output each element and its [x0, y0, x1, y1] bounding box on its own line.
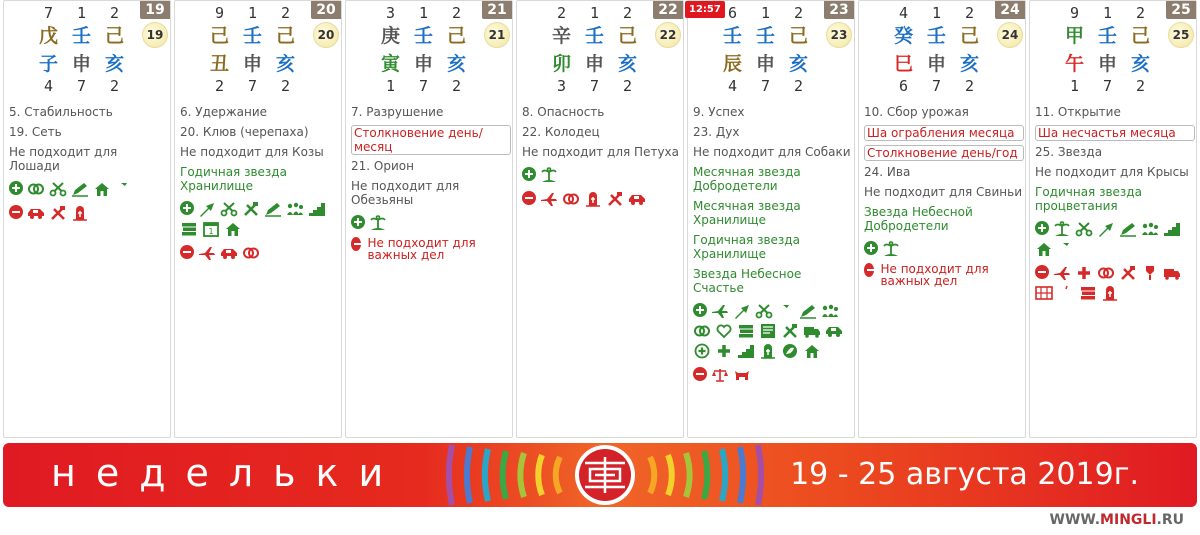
earthly-branch-row	[716, 49, 815, 76]
heavenly-stem: 己	[104, 25, 124, 47]
info-line: 21. Орион	[351, 159, 414, 173]
heavenly-stem: 己	[1130, 25, 1150, 47]
star-number: 7	[418, 77, 429, 95]
car-icon	[628, 191, 646, 207]
heavenly-stem: 戊	[38, 25, 58, 47]
plane-icon	[198, 245, 216, 261]
heavenly-stem-row	[32, 21, 131, 48]
heavenly-stem: 辛	[551, 25, 571, 47]
favorable-activities	[522, 167, 680, 183]
day-number-badge: 23	[824, 1, 854, 19]
four-pillars	[374, 1, 494, 95]
people-icon	[1141, 221, 1159, 237]
hand-up-icon	[733, 303, 751, 319]
heavenly-stem-row	[716, 21, 815, 48]
info-line: 9. Успех	[693, 105, 745, 119]
heavenly-stem: 壬	[584, 25, 604, 47]
pen-icon	[1119, 221, 1137, 237]
rings-icon	[242, 245, 260, 261]
cow-icon	[733, 367, 751, 383]
info-line: Не подходит для Петуха	[522, 145, 680, 159]
plus-icon	[9, 181, 23, 195]
rings-icon	[562, 191, 580, 207]
star-number: 2	[451, 4, 462, 22]
star-number: 3	[385, 4, 396, 22]
info-line: Не подходит для Лошади	[9, 145, 118, 173]
day-column-21[interactable]	[345, 0, 513, 438]
star-number-row	[374, 77, 473, 95]
earthly-branch: 申	[413, 53, 433, 75]
star-number: 3	[556, 77, 567, 95]
star-number-row	[374, 4, 473, 22]
info-line: 11. Открытие	[1035, 105, 1121, 119]
lunar-day-moon-icon: 25	[1168, 22, 1194, 48]
star-number: 6	[727, 4, 738, 22]
unfavorable-activities	[522, 191, 680, 207]
day-number-badge: 25	[1166, 1, 1196, 19]
star-number: 2	[280, 4, 291, 22]
moneybag-icon	[115, 181, 133, 197]
good-star-label: Месячная звезда Добродетели	[693, 165, 801, 193]
heavenly-stem-row	[887, 21, 986, 48]
truck-icon	[803, 323, 821, 339]
star-number: 2	[622, 77, 633, 95]
info-line: 5. Стабильность	[9, 105, 113, 119]
rings-icon	[27, 181, 45, 197]
info-line: Не подходит для Козы	[180, 145, 324, 159]
star-number: 4	[898, 4, 909, 22]
tools-icon	[49, 205, 67, 221]
star-number: 2	[1135, 4, 1146, 22]
moneybag-icon	[1057, 241, 1075, 257]
earthly-branch: 申	[926, 53, 946, 75]
star-number-row	[716, 4, 815, 22]
pen-icon	[264, 201, 282, 217]
earthly-branch: 子	[38, 53, 58, 75]
pen-icon	[71, 181, 89, 197]
star-number-row	[1058, 4, 1157, 22]
four-pillars	[203, 1, 323, 95]
pen-icon	[799, 303, 817, 319]
island-icon	[882, 241, 900, 257]
heavenly-stem-row	[374, 21, 473, 48]
plus-icon	[1035, 221, 1049, 235]
unfavorable-activities	[1035, 265, 1193, 301]
house-icon	[1035, 241, 1053, 257]
lunar-day-moon-icon: 20	[313, 22, 339, 48]
minus-icon	[522, 191, 536, 205]
minus-icon	[180, 245, 194, 259]
star-number: 9	[1069, 4, 1080, 22]
svg-text:$: $	[121, 188, 127, 196]
earthly-branch: 寅	[380, 53, 400, 75]
rings-icon	[693, 323, 711, 339]
earthly-branch-row	[1058, 49, 1157, 76]
warning-tag: Ша ограбления месяца	[864, 125, 1024, 141]
day-column-22[interactable]	[516, 0, 684, 438]
tomb-icon	[759, 343, 777, 359]
favorable-activities	[9, 181, 167, 197]
earthly-branch: 丑	[209, 53, 229, 75]
apple-icon	[1057, 285, 1075, 301]
good-star-label: Звезда Небесной Добродетели	[864, 205, 973, 233]
star-number: 1	[385, 77, 396, 95]
info-line: 22. Колодец	[522, 125, 600, 139]
medical-icon	[693, 343, 711, 359]
heavenly-stem: 己	[446, 25, 466, 47]
star-number: 1	[76, 4, 87, 22]
earthly-branch: 亥	[959, 53, 979, 75]
day-info	[693, 105, 851, 387]
cross-icon	[715, 343, 733, 359]
island-icon	[1053, 221, 1071, 237]
info-line: 19. Сеть	[9, 125, 62, 139]
car-icon	[825, 323, 843, 339]
plane-icon	[1053, 265, 1071, 281]
heavenly-stem: 壬	[722, 25, 742, 47]
star-number: 4	[43, 77, 54, 95]
good-star-label: Звезда Небесное Счастье	[693, 267, 802, 295]
info-line: 23. Дух	[693, 125, 740, 139]
house-icon	[93, 181, 111, 197]
star-number: 4	[727, 77, 738, 95]
plus-icon	[522, 167, 536, 181]
week-calendar	[3, 0, 1197, 440]
stairs-icon	[737, 343, 755, 359]
star-number: 2	[556, 4, 567, 22]
favorable-activities	[693, 303, 851, 359]
plane-icon	[711, 303, 729, 319]
unfavorable-activities	[180, 245, 338, 261]
plane-icon	[540, 191, 558, 207]
day-info	[9, 105, 167, 225]
star-number: 6	[898, 77, 909, 95]
map-icon	[1035, 285, 1053, 301]
heavenly-stem: 壬	[71, 25, 91, 47]
day-info	[180, 105, 338, 265]
four-pillars	[545, 1, 665, 95]
earthly-branch: 亥	[788, 53, 808, 75]
minus-icon	[351, 237, 361, 251]
earthly-branch: 亥	[275, 53, 295, 75]
info-line: 8. Опасность	[522, 105, 605, 119]
star-number-row	[716, 77, 815, 95]
day-column-23[interactable]	[687, 0, 855, 438]
star-number-row	[887, 77, 986, 95]
heavenly-stem: 壬	[755, 25, 775, 47]
day-info	[351, 105, 509, 261]
day-column-24[interactable]	[858, 0, 1026, 438]
star-number: 1	[247, 4, 258, 22]
svg-text:1: 1	[208, 227, 214, 236]
unfavorable-activities	[9, 205, 167, 221]
day-column-19[interactable]	[3, 0, 171, 438]
lunar-day-moon-icon: 22	[655, 22, 681, 48]
info-line: 10. Сбор урожая	[864, 105, 969, 119]
star-number-row	[887, 4, 986, 22]
warning-tag: Столкновение день/год	[864, 145, 1024, 161]
lunar-day-moon-icon: 24	[997, 22, 1023, 48]
house-icon	[224, 221, 242, 237]
star-number-row	[32, 77, 131, 95]
heavenly-stem: 壬	[413, 25, 433, 47]
plus-icon	[351, 215, 365, 229]
warning-tag: Столкновение день/месяц	[351, 125, 511, 155]
heart-icon	[715, 323, 733, 339]
scissors-icon	[1075, 221, 1093, 237]
earthly-branch-row	[32, 49, 131, 76]
stairs-icon	[308, 201, 326, 217]
stairs-icon	[1163, 221, 1181, 237]
star-number: 1	[760, 4, 771, 22]
books-icon	[1079, 285, 1097, 301]
heavenly-stem: 己	[617, 25, 637, 47]
earthly-branch: 辰	[722, 53, 742, 75]
heavenly-stem: 癸	[893, 25, 913, 47]
unfavorable-activities	[693, 367, 851, 383]
heavenly-stem: 甲	[1064, 25, 1084, 47]
heavenly-stem: 壬	[242, 25, 262, 47]
shovel-icon	[1141, 265, 1159, 281]
tomb-icon	[584, 191, 602, 207]
plus-icon	[693, 303, 707, 317]
heavenly-stem: 壬	[1097, 25, 1117, 47]
day-column-20[interactable]	[174, 0, 342, 438]
star-number: 2	[214, 77, 225, 95]
four-pillars	[716, 1, 836, 95]
banner	[3, 443, 1197, 507]
lunar-day-moon-icon: 19	[142, 22, 168, 48]
four-pillars	[1058, 1, 1178, 95]
earthly-branch: 卯	[551, 53, 571, 75]
important-affairs-warning	[864, 263, 1022, 287]
heavenly-stem: 庚	[380, 25, 400, 47]
star-number: 9	[214, 4, 225, 22]
warning-text: Не подходит для важных дел	[880, 262, 989, 288]
day-number-badge: 21	[482, 1, 512, 19]
info-line: 7. Разрушение	[351, 105, 444, 119]
star-number: 2	[964, 77, 975, 95]
heavenly-stem: 壬	[926, 25, 946, 47]
earthly-branch-row	[545, 49, 644, 76]
favorable-activities	[864, 241, 1022, 257]
warning-tag: Ша несчастья месяца	[1035, 125, 1195, 141]
good-star-label: Годичная звезда Хранилище	[693, 233, 800, 261]
scissors-icon	[755, 303, 773, 319]
four-pillars	[32, 1, 152, 95]
rings-icon	[1097, 265, 1115, 281]
people-icon	[286, 201, 304, 217]
minus-icon	[9, 205, 23, 219]
important-affairs-warning	[351, 237, 509, 261]
star-number: 2	[1135, 77, 1146, 95]
heavenly-stem: 己	[275, 25, 295, 47]
star-number: 1	[1069, 77, 1080, 95]
info-line: 6. Удержание	[180, 105, 268, 119]
info-line: 20. Клюв (черепаха)	[180, 125, 309, 139]
star-number: 1	[589, 4, 600, 22]
earthly-branch: 巳	[893, 53, 913, 75]
day-info	[1035, 105, 1193, 305]
house-icon	[803, 343, 821, 359]
plus-icon	[180, 201, 194, 215]
star-number-row	[32, 4, 131, 22]
favorable-activities	[351, 215, 509, 231]
minus-icon	[693, 367, 707, 381]
day-info	[864, 105, 1022, 287]
banner-dates: 19 - 25 августа 2019г.	[790, 457, 1139, 492]
plus-icon	[864, 241, 878, 255]
star-number: 2	[109, 4, 120, 22]
document-icon	[759, 323, 777, 339]
star-number-row	[1058, 77, 1157, 95]
current-time-badge: 12:57	[685, 1, 725, 18]
star-number: 1	[418, 4, 429, 22]
earthly-branch-row	[203, 49, 302, 76]
lunar-day-moon-icon: 21	[484, 22, 510, 48]
tools-icon	[242, 201, 260, 217]
heavenly-stem-row	[545, 21, 644, 48]
star-number: 2	[451, 77, 462, 95]
moneybag-icon	[777, 303, 795, 319]
scissors-icon	[49, 181, 67, 197]
info-line: 25. Звезда	[1035, 145, 1103, 159]
info-line: Не подходит для Свиньи	[864, 185, 1023, 199]
good-star-label: Годичная звезда Хранилище	[180, 165, 287, 193]
info-line: 24. Ива	[864, 165, 911, 179]
star-number: 7	[76, 77, 87, 95]
rainbow-logo-icon	[430, 443, 780, 507]
svg-text:$: $	[1063, 248, 1069, 256]
star-number-row	[545, 77, 644, 95]
tomb-icon	[1101, 285, 1119, 301]
info-line: Не подходит для Крысы	[1035, 165, 1189, 179]
star-number: 1	[931, 4, 942, 22]
earthly-branch: 亥	[446, 53, 466, 75]
heavenly-stem: 己	[788, 25, 808, 47]
books-icon	[180, 221, 198, 237]
star-number: 2	[280, 77, 291, 95]
earthly-branch: 申	[584, 53, 604, 75]
island-icon	[369, 215, 387, 231]
earthly-branch-row	[374, 49, 473, 76]
four-pillars	[887, 1, 1007, 95]
car-icon	[27, 205, 45, 221]
people-icon	[821, 303, 839, 319]
heavenly-stem: 己	[959, 25, 979, 47]
earthly-branch: 亥	[617, 53, 637, 75]
star-number: 2	[622, 4, 633, 22]
day-number-badge: 20	[311, 1, 341, 19]
day-number-badge: 24	[995, 1, 1025, 19]
star-number: 2	[109, 77, 120, 95]
heavenly-stem-row	[203, 21, 302, 48]
earthly-branch: 申	[1097, 53, 1117, 75]
svg-text:$: $	[783, 310, 789, 318]
star-number-row	[545, 4, 644, 22]
day-number-badge: 22	[653, 1, 683, 19]
tools-icon	[1119, 265, 1137, 281]
island-icon	[540, 167, 558, 183]
truck-icon	[1163, 265, 1181, 281]
star-number: 2	[793, 77, 804, 95]
star-number: 7	[931, 77, 942, 95]
scissors-icon	[220, 201, 238, 217]
hand-up-icon	[198, 201, 216, 217]
tools-icon	[606, 191, 624, 207]
favorable-activities	[180, 201, 338, 237]
day-info	[522, 105, 680, 211]
star-number: 2	[793, 4, 804, 22]
star-number-row	[203, 4, 302, 22]
lunar-day-moon-icon: 23	[826, 22, 852, 48]
minus-icon	[864, 263, 874, 277]
star-number: 7	[760, 77, 771, 95]
car-icon	[220, 245, 238, 261]
day-column-25[interactable]	[1029, 0, 1197, 438]
warning-text: Не подходит для важных дел	[367, 236, 476, 262]
earthly-branch: 申	[755, 53, 775, 75]
earthly-branch: 亥	[104, 53, 124, 75]
favorable-activities	[1035, 221, 1193, 257]
heavenly-stem-row	[1058, 21, 1157, 48]
star-number-row	[203, 77, 302, 95]
minus-icon	[1035, 265, 1049, 279]
leaf-icon	[781, 343, 799, 359]
banner-title: недельки	[51, 451, 404, 495]
good-star-label: Месячная звезда Хранилище	[693, 199, 801, 227]
star-number: 7	[247, 77, 258, 95]
hand-up-icon	[1097, 221, 1115, 237]
cross-icon	[1075, 265, 1093, 281]
star-number: 1	[1102, 4, 1113, 22]
tools-icon	[781, 323, 799, 339]
earthly-branch: 申	[242, 53, 262, 75]
books-icon	[737, 323, 755, 339]
calendar-icon	[202, 221, 220, 237]
earthly-branch-row	[887, 49, 986, 76]
tomb-icon	[71, 205, 89, 221]
info-line: Не подходит для Собаки	[693, 145, 851, 159]
day-number-badge: 19	[140, 1, 170, 19]
star-number: 7	[1102, 77, 1113, 95]
info-line: Не подходит для Обезьяны	[351, 179, 460, 207]
site-link[interactable]: WWW.MINGLI.RU	[1049, 512, 1184, 528]
scales-icon	[711, 367, 729, 383]
good-star-label: Годичная звезда процветания	[1035, 185, 1142, 213]
star-number: 7	[589, 77, 600, 95]
earthly-branch: 申	[71, 53, 91, 75]
star-number: 7	[43, 4, 54, 22]
heavenly-stem: 己	[209, 25, 229, 47]
earthly-branch: 午	[1064, 53, 1084, 75]
star-number: 2	[964, 4, 975, 22]
earthly-branch: 亥	[1130, 53, 1150, 75]
